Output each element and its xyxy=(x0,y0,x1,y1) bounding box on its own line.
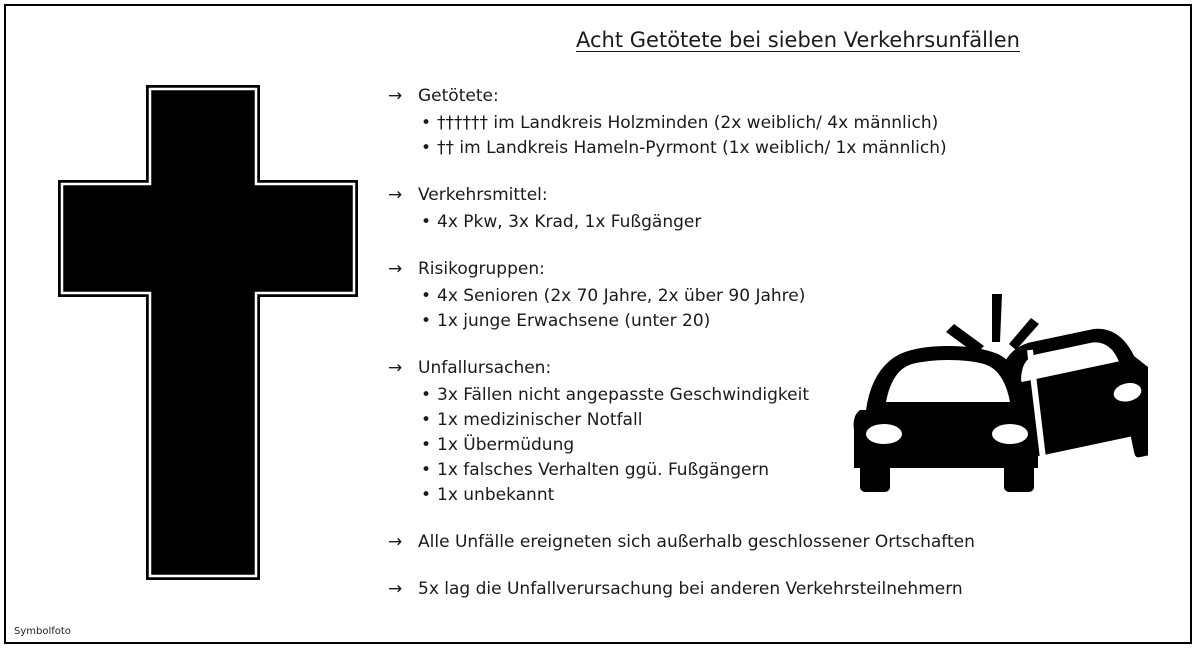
summary-content xyxy=(388,86,1068,626)
list-item xyxy=(421,433,1068,458)
section-heading-label: Verkehrsmittel: xyxy=(418,185,548,205)
section-heading xyxy=(388,358,1068,383)
list-item-text: 1x medizinischer Notfall xyxy=(437,410,643,430)
list-item-text: 4x Pkw, 3x Krad, 1x Fußgänger xyxy=(437,212,702,232)
section-heading-label: Getötete: xyxy=(418,86,499,106)
list-item xyxy=(421,483,1068,508)
note-outside-towns xyxy=(388,532,1068,557)
section-heading xyxy=(388,185,1068,210)
bullet-icon: • xyxy=(421,385,432,405)
list-item xyxy=(421,136,1068,161)
bullet-icon: • xyxy=(421,410,432,430)
bullet-list xyxy=(388,383,1068,508)
list-item-text: 1x junge Erwachsene (unter 20) xyxy=(437,311,711,331)
list-item xyxy=(421,408,1068,433)
bullet-icon: • xyxy=(421,435,432,455)
section-getoetete xyxy=(388,86,1068,161)
bullet-icon: • xyxy=(421,138,432,158)
section-heading-label: Unfallursachen: xyxy=(418,358,552,378)
section-heading-label: Risikogruppen: xyxy=(418,259,545,279)
list-item xyxy=(421,210,1068,235)
list-item xyxy=(421,458,1068,483)
bullet-icon: • xyxy=(421,485,432,505)
bullet-list xyxy=(388,210,1068,235)
bullet-icon: • xyxy=(421,460,432,480)
list-item-text: 4x Senioren (2x 70 Jahre, 2x über 90 Jahre) xyxy=(437,286,806,306)
list-item xyxy=(421,309,1068,334)
bullet-list xyxy=(388,284,1068,334)
note-text: Alle Unfälle ereigneten sich außerhalb geschlossener Ortschaften xyxy=(418,532,975,552)
arrow-right-icon: → xyxy=(388,259,403,279)
page-title: Acht Getötete bei sieben Verkehrsunfällen xyxy=(576,28,1020,52)
list-item xyxy=(421,111,1068,136)
list-item-text: 1x unbekannt xyxy=(437,485,555,505)
list-item-text: 3x Fällen nicht angepasste Geschwindigkeit xyxy=(437,385,809,405)
section-risikogruppen xyxy=(388,259,1068,334)
bullet-icon: • xyxy=(421,311,432,331)
list-item xyxy=(421,383,1068,408)
list-item-text: †††††† im Landkreis Holzminden (2x weiblich/ 4x männlich) xyxy=(437,113,939,133)
arrow-right-icon: → xyxy=(388,579,403,599)
list-item-text: †† im Landkreis Hameln-Pyrmont (1x weiblich/ 1x männlich) xyxy=(437,138,947,158)
bullet-list xyxy=(388,111,1068,161)
bullet-icon: • xyxy=(421,286,432,306)
bullet-icon: • xyxy=(421,212,432,232)
photo-credit: Symbolfoto xyxy=(14,626,71,637)
bullet-icon: • xyxy=(421,113,432,133)
list-item-text: 1x Übermüdung xyxy=(437,435,575,455)
note-other-road-users xyxy=(388,579,1068,604)
section-verkehrsmittel xyxy=(388,185,1068,235)
arrow-right-icon: → xyxy=(388,185,403,205)
note-text: 5x lag die Unfallverursachung bei anderen Verkehrsteilnehmern xyxy=(418,579,963,599)
section-heading xyxy=(388,86,1068,111)
list-item-text: 1x falsches Verhalten ggü. Fußgängern xyxy=(437,460,769,480)
arrow-right-icon: → xyxy=(388,532,403,552)
arrow-right-icon: → xyxy=(388,86,403,106)
section-heading xyxy=(388,259,1068,284)
section-unfallursachen xyxy=(388,358,1068,508)
arrow-right-icon: → xyxy=(388,358,403,378)
list-item xyxy=(421,284,1068,309)
cross-icon xyxy=(58,85,358,580)
